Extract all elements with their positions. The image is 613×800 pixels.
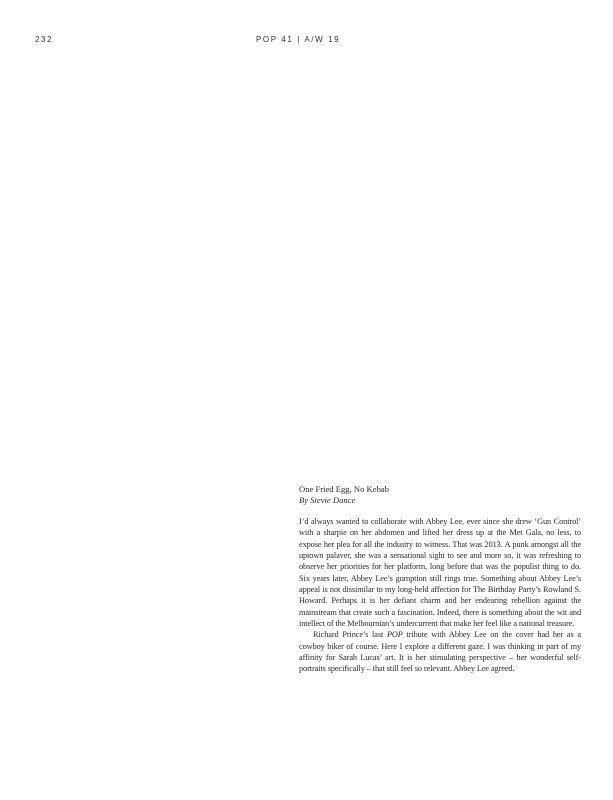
paragraph-2-lead: Richard Prince’s last — [313, 630, 387, 640]
magazine-name: POP — [386, 630, 403, 640]
article-paragraph-2 — [299, 629, 581, 674]
running-head: POP 41 | A/W 19 — [256, 35, 341, 44]
paragraph-2-rest: tribute with Abbey Lee on the cover had her as a cowboy biker of course. Here I explore a different gaze. I was thinking in part of my affinity for Sarah Lucas’ art. It is her stimulating perspective – her wonderful self-portraits specifically – that still feel so relevant. Abbey Lee agreed. — [299, 630, 581, 674]
page-number: 232 — [35, 35, 54, 44]
article-paragraph-1: I’d always wanted to collaborate with Abbey Lee, ever since she drew ‘Gun Control’ with a sharpie on her abdomen and lifted her dress up at the Met Gala, no less, to expose her plea for all the industry to witness. That was 2013. A punk amongst all the uptown palaver, she was a sensational sight to see and more so, it was refreshing to observe her priorities for her platform, long before that was the populist thing to do. Six years later, Abbey Lee’s gumption still rings true. Something about Abbey Lee’s appeal is not dissimilar to my long-held affection for The Birthday Party’s Rowland S. Howard. Perhaps it is her defiant charm and her endearing rebellion against the mainstream that create such a fascination. Indeed, there is something about the wit and intellect of the Melbournian’s undercurrent that make her feel like a national treasure. — [299, 517, 581, 629]
article-byline: By Stevie Dance — [299, 495, 356, 505]
article — [299, 484, 581, 675]
article-title: One Fried Egg, No Kebab — [299, 484, 389, 494]
